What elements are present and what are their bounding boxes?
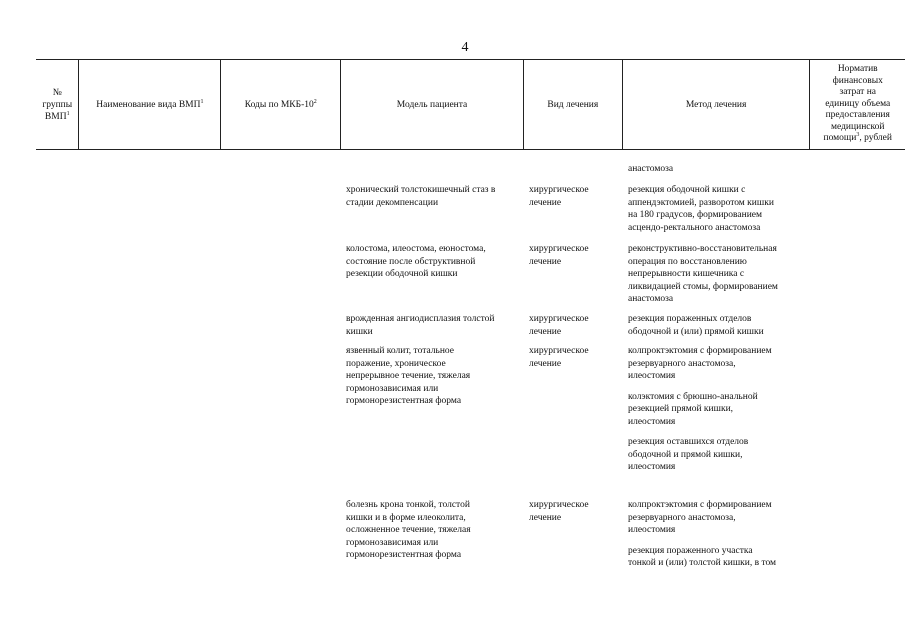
header-group-number: № группы ВМП$^1$ xyxy=(36,60,79,150)
header-treatment-method: Метод лечения xyxy=(622,60,810,150)
header-cost-norm: Норматив финансовых затрат на единицу объема предоставления медицинской помощи$^3$, рублей xyxy=(810,60,905,150)
method-cell: анастомоза xyxy=(628,164,674,174)
treatment-type-cell: хирургическое лечение xyxy=(529,346,589,369)
treatment-type-cell: хирургическое лечение xyxy=(529,244,589,267)
page-number: 4 xyxy=(461,40,469,55)
treatment-type-cell: хирургическое лечение xyxy=(529,500,589,523)
treatment-type-cell: хирургическое лечение xyxy=(529,314,589,337)
method-cell: реконструктивно-восстановительная операция по восстановлению непрерывности кишечника с ликвидацией стомы, формированием анастомоза xyxy=(628,244,778,304)
patient-model-cell: болезнь крона тонкой, толстой кишки и в форме илеоколита, осложненное течение, тяжелая гормонозависимая или гормонорезистентная форма xyxy=(346,500,471,560)
treatment-type-cell: хирургическое лечение xyxy=(529,185,589,208)
method-cell: резекция пораженных отделов ободочной и (или) прямой кишки xyxy=(628,314,764,337)
patient-model-cell: язвенный колит, тотальное поражение, хроническое непрерывное течение, тяжелая гормонозависимая или гормонорезистентная форма xyxy=(346,346,471,406)
patient-model-cell: хронический толстокишечный стаз в стадии декомпенсации xyxy=(346,185,496,208)
method-cell: колпроктэктомия с формированием резервуарного анастомоза, илеостомия резекция пораженного участка тонкой и (или) толстой кишки, в том xyxy=(628,500,777,568)
table-header xyxy=(36,59,905,150)
header-patient-model: Модель пациента xyxy=(341,60,524,150)
patient-model-cell: колостома, илеостома, еюностома, состояние после обструктивной резекции ободочной кишки xyxy=(346,244,486,279)
patient-model-cell: врожденная ангиодисплазия толстой кишки xyxy=(346,314,495,337)
header-icd-codes: Коды по МКБ-$10^2$ xyxy=(221,60,341,150)
header-vmp-name: Наименование вида ВМП$^1$ xyxy=(79,60,221,150)
header-treatment-type: Вид лечения xyxy=(523,60,622,150)
method-cell: колпроктэктомия с формированием резервуарного анастомоза, илеостомия колэктомия с брюшно-анальной резекцией прямой кишки, илеостомия резекция оставшихся отделов ободочной и прямой кишки, илеостомия xyxy=(628,346,772,472)
method-cell: резекция ободочной кишки с аппендэктомией, разворотом кишки на 180 градусов, формированием асцендо-ректального анастомоза xyxy=(628,185,774,233)
